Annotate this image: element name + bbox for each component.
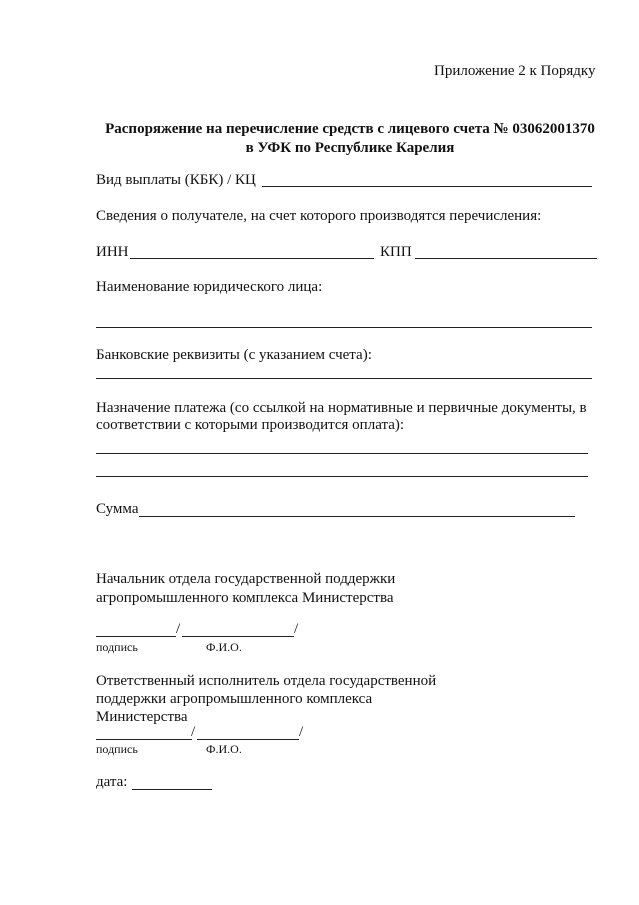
appendix-label: Приложение 2 к Порядку bbox=[434, 63, 596, 79]
head-end-slash: / bbox=[294, 621, 299, 637]
payment-purpose-label-line2: соответствии с которыми производится оплата): bbox=[96, 417, 405, 433]
payment-purpose-input-line2[interactable] bbox=[96, 476, 588, 477]
head-title-line1: Начальник отдела государственной поддержки bbox=[96, 571, 396, 587]
head-name-caption: Ф.И.О. bbox=[206, 640, 242, 654]
sum-input-line[interactable] bbox=[139, 516, 575, 517]
responsible-title-line2: поддержки агропромышленного комплекса bbox=[96, 691, 373, 707]
legal-entity-input-line[interactable] bbox=[96, 327, 592, 328]
inn-label: ИНН bbox=[96, 244, 129, 260]
inn-input-line[interactable] bbox=[130, 258, 374, 259]
responsible-name-line[interactable] bbox=[197, 739, 299, 740]
bank-requisites-label: Банковские реквизиты (с указанием счета): bbox=[96, 347, 372, 363]
responsible-title-line3: Министерства bbox=[96, 709, 188, 725]
date-input-line[interactable] bbox=[132, 789, 212, 790]
kbk-input-line[interactable] bbox=[262, 186, 592, 187]
document-title-line1: Распоряжение на перечисление средств с лицевого счета № 03062001370 bbox=[105, 121, 595, 137]
kbk-label: Вид выплаты (КБК) / КЦ bbox=[96, 172, 256, 188]
head-signature-line[interactable] bbox=[96, 636, 176, 637]
responsible-title-line1: Ответственный исполнитель отдела государственной bbox=[96, 673, 437, 689]
bank-requisites-input-line[interactable] bbox=[96, 378, 592, 379]
responsible-name-caption: Ф.И.О. bbox=[206, 742, 242, 756]
legal-entity-label: Наименование юридического лица: bbox=[96, 279, 323, 295]
responsible-signature-caption: подпись bbox=[96, 742, 138, 756]
date-label: дата: bbox=[96, 774, 128, 790]
responsible-separator-slash: / bbox=[191, 724, 196, 740]
kpp-input-line[interactable] bbox=[415, 258, 597, 259]
head-signature-caption: подпись bbox=[96, 640, 138, 654]
head-title-line2: агропромышленного комплекса Министерства bbox=[96, 590, 394, 606]
document-title-line2: в УФК по Республике Карелия bbox=[245, 140, 455, 156]
responsible-signature-line[interactable] bbox=[96, 739, 192, 740]
kpp-label: КПП bbox=[380, 244, 412, 260]
payment-purpose-input-line1[interactable] bbox=[96, 453, 588, 454]
sum-label: Сумма bbox=[96, 501, 139, 517]
recipient-info-label: Сведения о получателе, на счет которого производятся перечисления: bbox=[96, 208, 542, 224]
head-name-line[interactable] bbox=[182, 636, 294, 637]
head-separator-slash: / bbox=[176, 621, 181, 637]
payment-purpose-label-line1: Назначение платежа (со ссылкой на нормативные и первичные документы, в bbox=[96, 400, 587, 416]
responsible-end-slash: / bbox=[299, 724, 304, 740]
